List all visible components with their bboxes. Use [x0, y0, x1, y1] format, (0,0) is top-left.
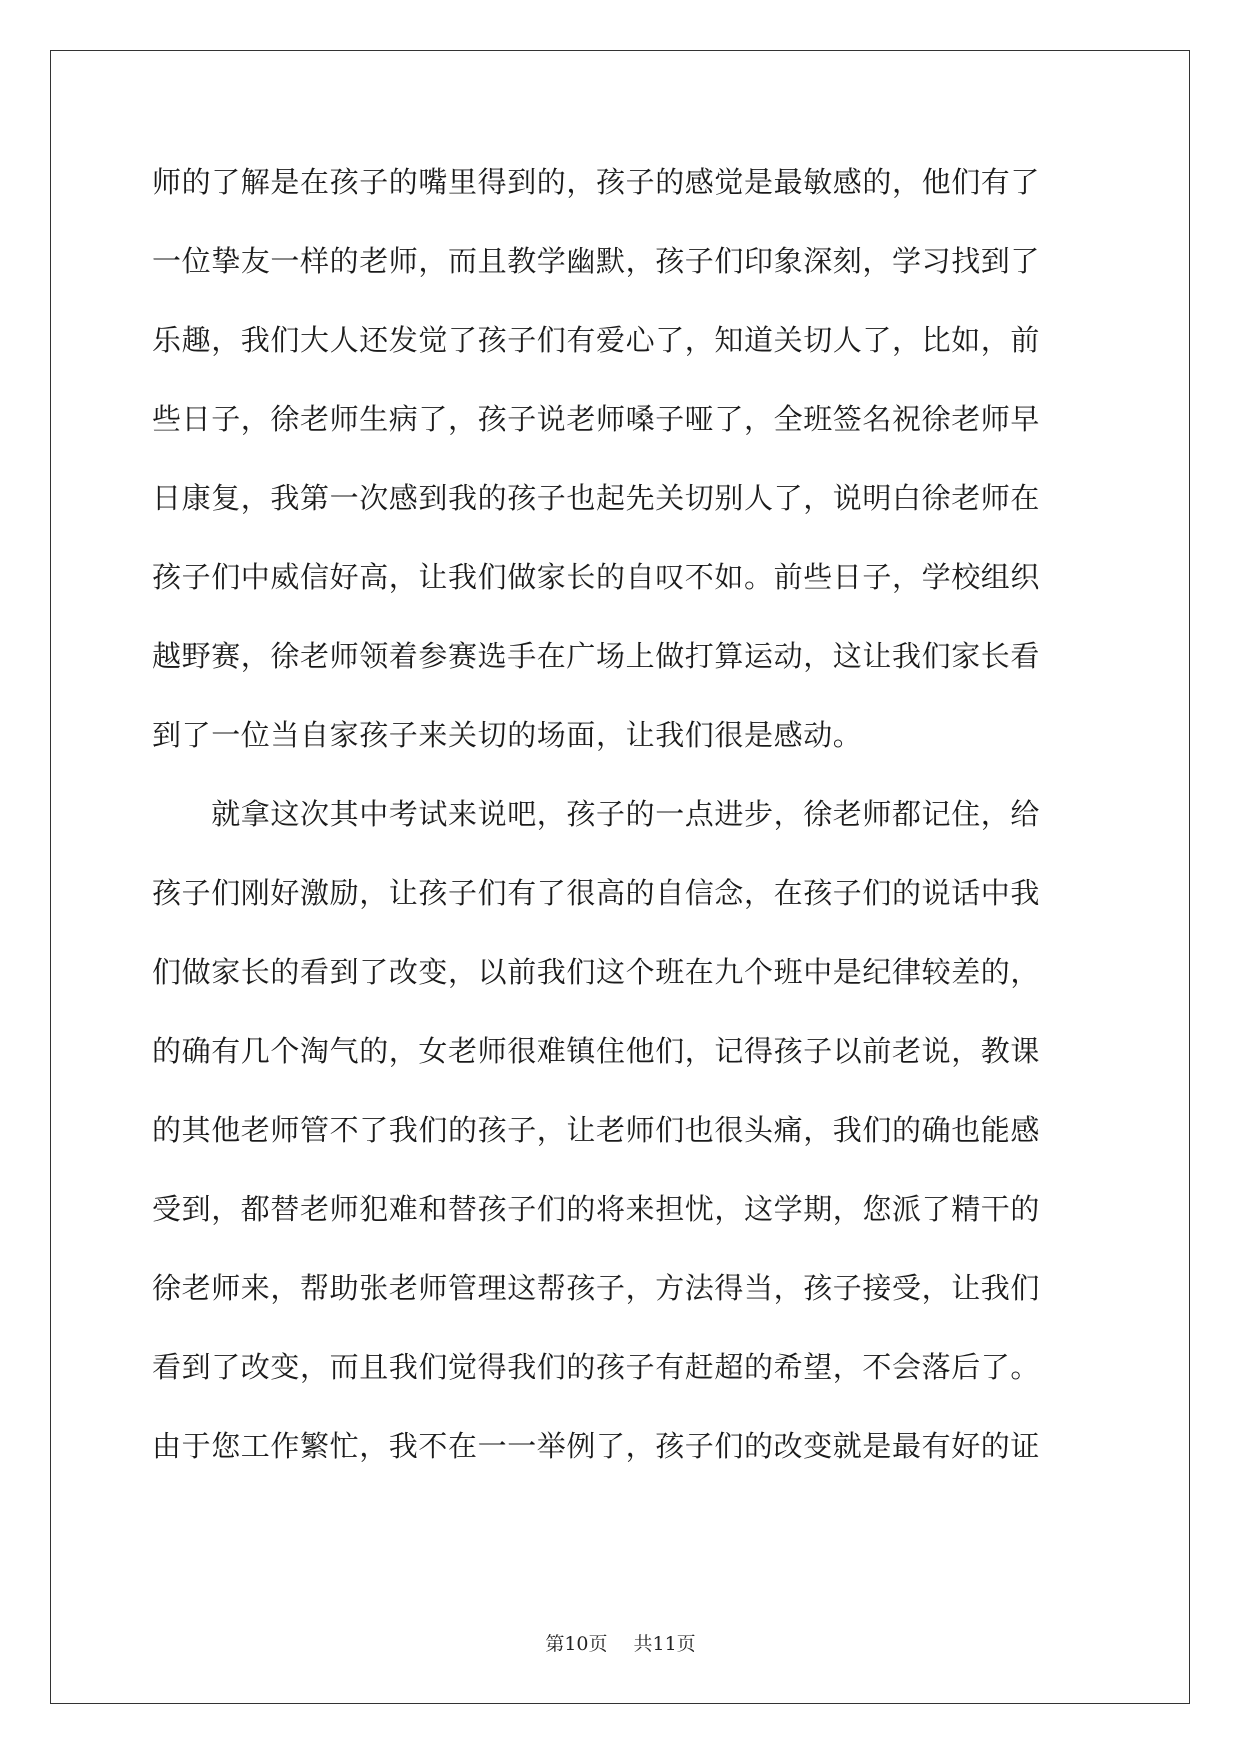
text-line: 的其他老师管不了我们的孩子，让老师们也很头痛，我们的确也能感	[152, 1113, 1041, 1147]
text-line: 们做家长的看到了改变，以前我们这个班在九个班中是纪律较差的，	[152, 955, 1041, 989]
page-total: 共11页	[633, 1633, 696, 1655]
page-footer	[0, 1629, 1241, 1656]
text-line: 一位挚友一样的老师，而且教学幽默，孩子们印象深刻，学习找到了	[152, 244, 1041, 278]
page-number: 第10页	[545, 1633, 608, 1655]
text-line: 就拿这次其中考试来说吧，孩子的一点进步，徐老师都记住，给	[152, 797, 1041, 831]
text-line: 徐老师来，帮助张老师管理这帮孩子，方法得当，孩子接受，让我们	[152, 1271, 1041, 1305]
text-line: 的确有几个淘气的，女老师很难镇住他们，记得孩子以前老说，教课	[152, 1034, 1041, 1068]
text-line: 孩子们中威信好高，让我们做家长的自叹不如。前些日子，学校组织	[152, 560, 1041, 594]
text-line: 受到，都替老师犯难和替孩子们的将来担忧，这学期，您派了精干的	[152, 1192, 1041, 1226]
text-line: 看到了改变，而且我们觉得我们的孩子有赶超的希望，不会落后了。	[152, 1350, 1041, 1384]
document-body	[152, 162, 1092, 1505]
text-line: 些日子，徐老师生病了，孩子说老师嗓子哑了，全班签名祝徐老师早	[152, 402, 1041, 436]
text-line: 孩子们刚好激励，让孩子们有了很高的自信念，在孩子们的说话中我	[152, 876, 1041, 910]
text-line: 到了一位当自家孩子来关切的场面，让我们很是感动。	[152, 718, 863, 752]
text-line: 乐趣，我们大人还发觉了孩子们有爱心了，知道关切人了，比如，前	[152, 323, 1041, 357]
text-line: 日康复，我第一次感到我的孩子也起先关切别人了，说明白徐老师在	[152, 481, 1041, 515]
text-line: 师的了解是在孩子的嘴里得到的，孩子的感觉是最敏感的，他们有了	[152, 165, 1041, 199]
text-line: 由于您工作繁忙，我不在一一举例了，孩子们的改变就是最有好的证	[152, 1429, 1041, 1463]
text-line: 越野赛，徐老师领着参赛选手在广场上做打算运动，这让我们家长看	[152, 639, 1041, 673]
